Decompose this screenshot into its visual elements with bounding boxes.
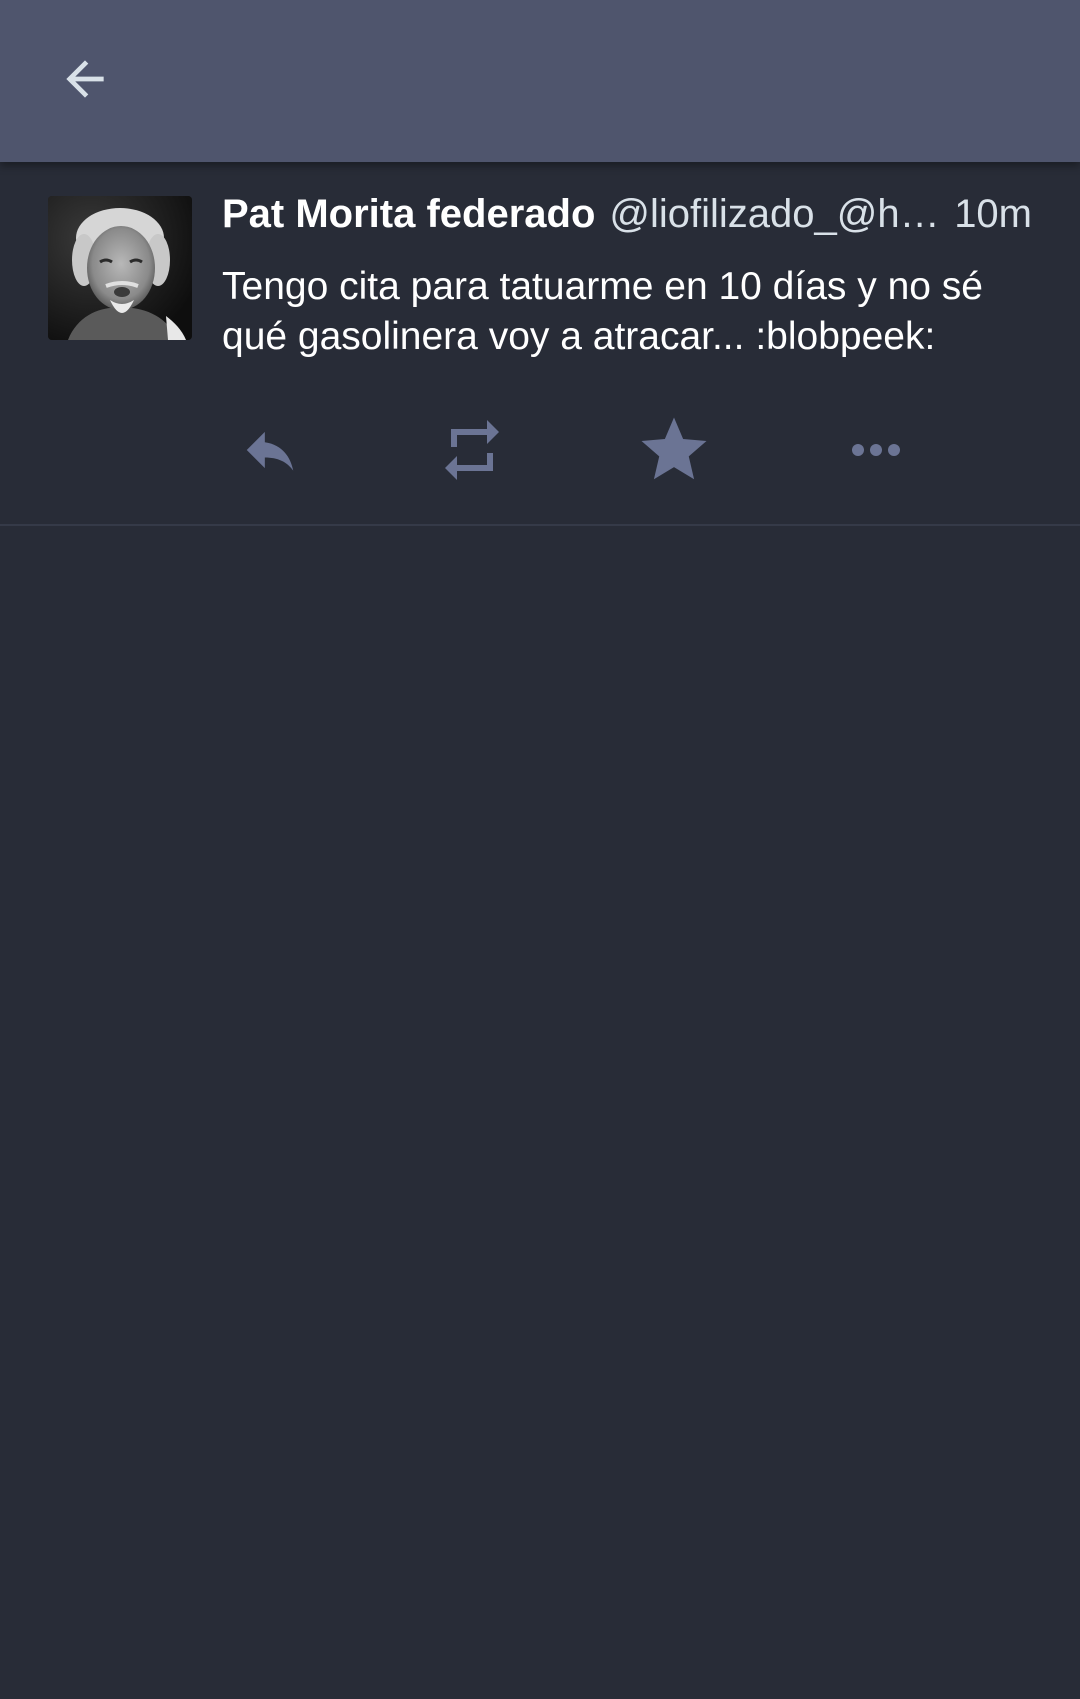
favourite-button[interactable]: [629, 410, 719, 490]
avatar[interactable]: [48, 196, 192, 340]
repeat-icon: [436, 414, 508, 486]
more-horizontal-icon: [848, 440, 904, 460]
account-handle[interactable]: @liofilizado_@h…: [609, 192, 940, 236]
back-button[interactable]: [46, 40, 124, 118]
reply-button[interactable]: [225, 410, 315, 490]
timestamp: 10m: [954, 192, 1032, 236]
more-button[interactable]: [831, 410, 921, 490]
reply-icon: [239, 419, 301, 481]
avatar-image: [48, 196, 192, 340]
status-header: [222, 192, 1032, 248]
status-actions: [0, 410, 1080, 490]
boost-button[interactable]: [427, 410, 517, 490]
star-icon: [635, 411, 713, 489]
toolbar: [0, 0, 1080, 162]
status-content: Tengo cita para tatuarme en 10 días y no sé qué gasolinera voy a atracar... :blobpeek:: [222, 265, 983, 358]
display-name[interactable]: Pat Morita federado: [222, 192, 596, 236]
arrow-left-icon: [57, 51, 113, 107]
